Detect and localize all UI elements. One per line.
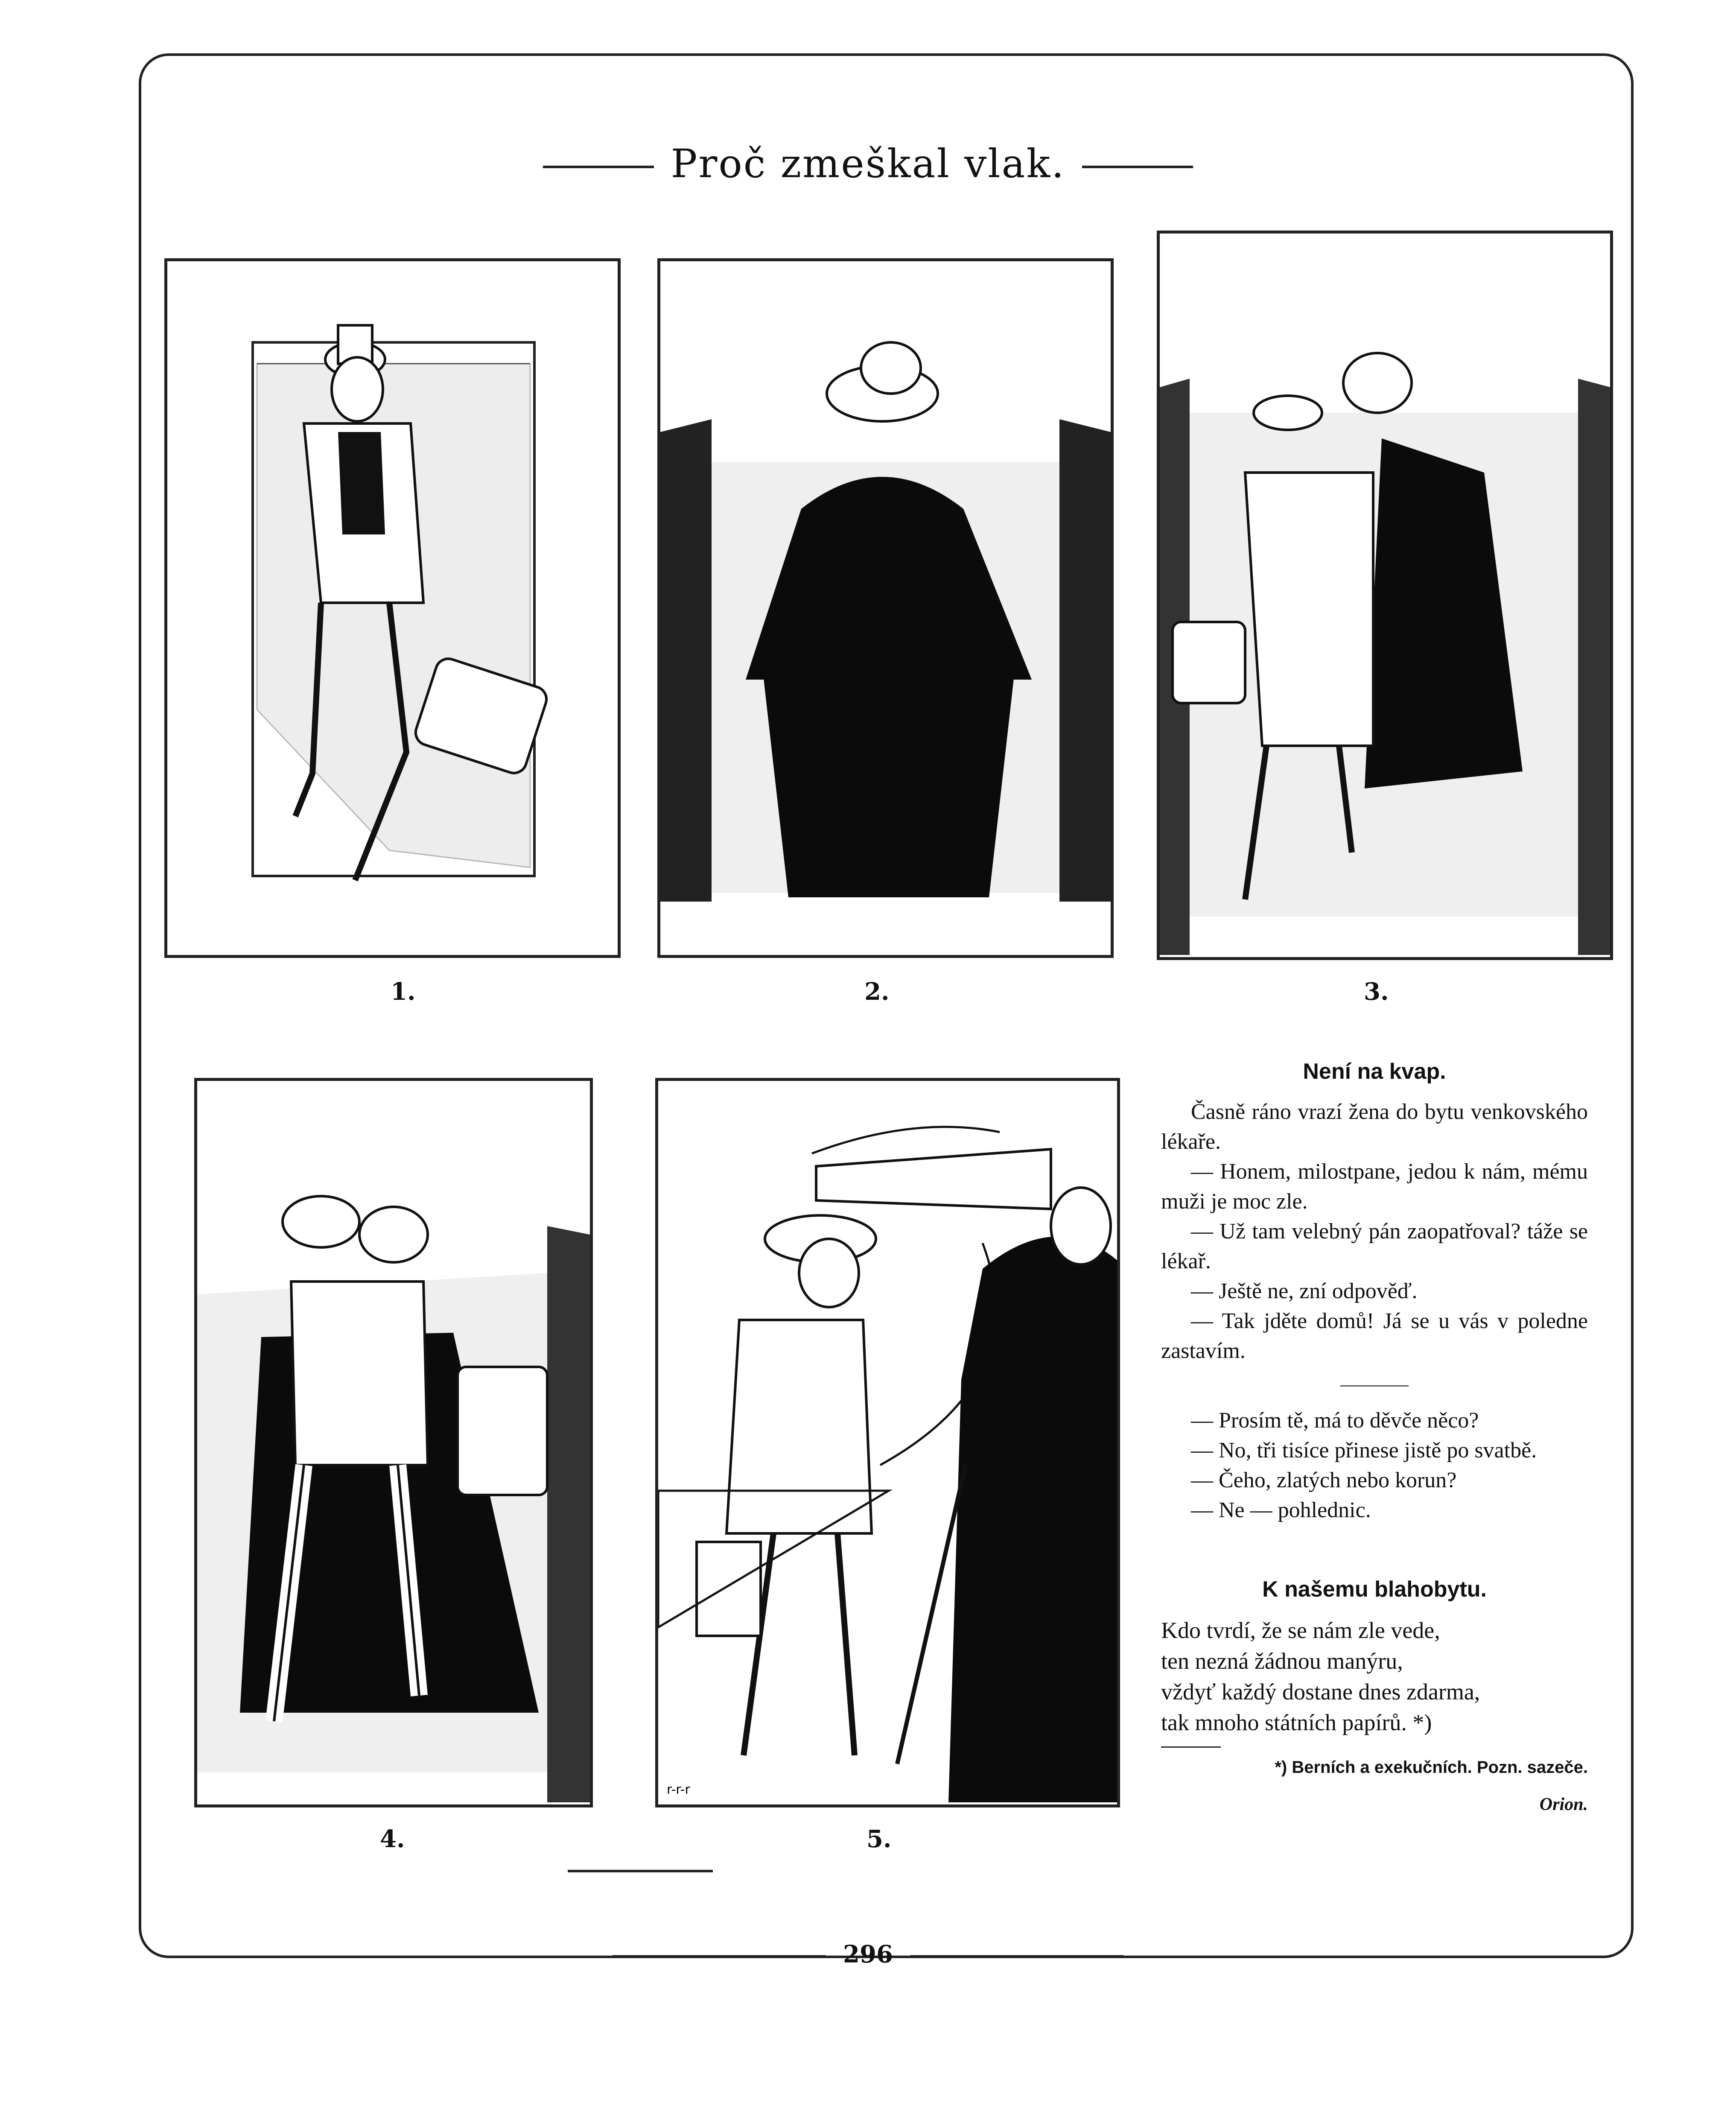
joke1-line-5: — Tak jděte domů! Já se u vás v poledne zastavím.: [1161, 1309, 1588, 1363]
section-separator: [1340, 1385, 1409, 1387]
poem-heading: K našemu blahobytu.: [1262, 1577, 1487, 1602]
page-number: [0, 1940, 1736, 1968]
joke1-line-1: Časně ráno vrazí žena do bytu venkovského lékaře.: [1161, 1100, 1588, 1154]
joke1-line-2: — Honem, milostpane, jedou k nám, mému muži je moc zle.: [1161, 1159, 1588, 1214]
joke1-heading: Není na kvap.: [1303, 1059, 1446, 1084]
panel-5-illustration: [658, 1081, 1117, 1804]
panel-1-illustration: [167, 261, 618, 955]
title-ornament-left: [543, 166, 654, 168]
joke2-line-2: — No, tři tisíce přinese jistě po svatbě.: [1191, 1438, 1537, 1463]
panel-1-number: 1.: [391, 978, 416, 1006]
footnote-rule: [1161, 1746, 1221, 1748]
comic-panel-4: [194, 1078, 593, 1807]
joke2-line-4: — Ne — pohlednic.: [1191, 1498, 1371, 1522]
page-number-text: 296: [843, 1940, 893, 1968]
title-ornament-right: [1082, 166, 1193, 168]
comic-panel-1: [164, 258, 621, 958]
panel-2-number: 2.: [864, 978, 890, 1006]
poem-line-1: Kdo tvrdí, že se nám zle vede,: [1161, 1617, 1440, 1643]
panel-divider-line: [568, 1870, 713, 1872]
poem-line-4: tak mnoho státních papírů. *): [1161, 1710, 1432, 1735]
joke1-line-3: — Už tam velebný pán zaopatřoval? táže se lékař.: [1161, 1219, 1588, 1273]
title-text: Proč zmeškal vlak.: [671, 141, 1065, 187]
page-title: [0, 141, 1736, 187]
panel-5-number: 5.: [867, 1825, 892, 1853]
panel-3-illustration: [1160, 234, 1610, 957]
page-number-line-right: [910, 1955, 1123, 1957]
panel-4-illustration: [197, 1081, 590, 1804]
comic-panel-3: [1157, 231, 1613, 960]
joke1-line-4: — Ještě ne, zní odpověď.: [1191, 1279, 1418, 1303]
comic-panel-2: [657, 258, 1114, 958]
comic-panel-5: [655, 1078, 1120, 1807]
joke2-line-1: — Prosím tě, má to děvče něco?: [1191, 1408, 1479, 1433]
poem-signature: Orion.: [1539, 1795, 1588, 1814]
text-column: [1161, 1059, 1588, 1833]
panel-4-number: 4.: [380, 1825, 405, 1853]
poem-line-2: ten nezná žádnou manýru,: [1161, 1648, 1403, 1674]
poem-footnote: *) Berních a exekučních. Pozn. sazeče.: [1275, 1758, 1588, 1777]
illustrator-signature: r-r-r: [667, 1782, 690, 1797]
joke2-line-3: — Čeho, zlatých nebo korun?: [1191, 1468, 1457, 1492]
page-number-line-left: [613, 1955, 826, 1957]
poem-line-3: vždyť každý dostane dnes zdarma,: [1161, 1679, 1480, 1705]
panel-2-illustration: [660, 261, 1111, 955]
panel-3-number: 3.: [1364, 978, 1389, 1006]
